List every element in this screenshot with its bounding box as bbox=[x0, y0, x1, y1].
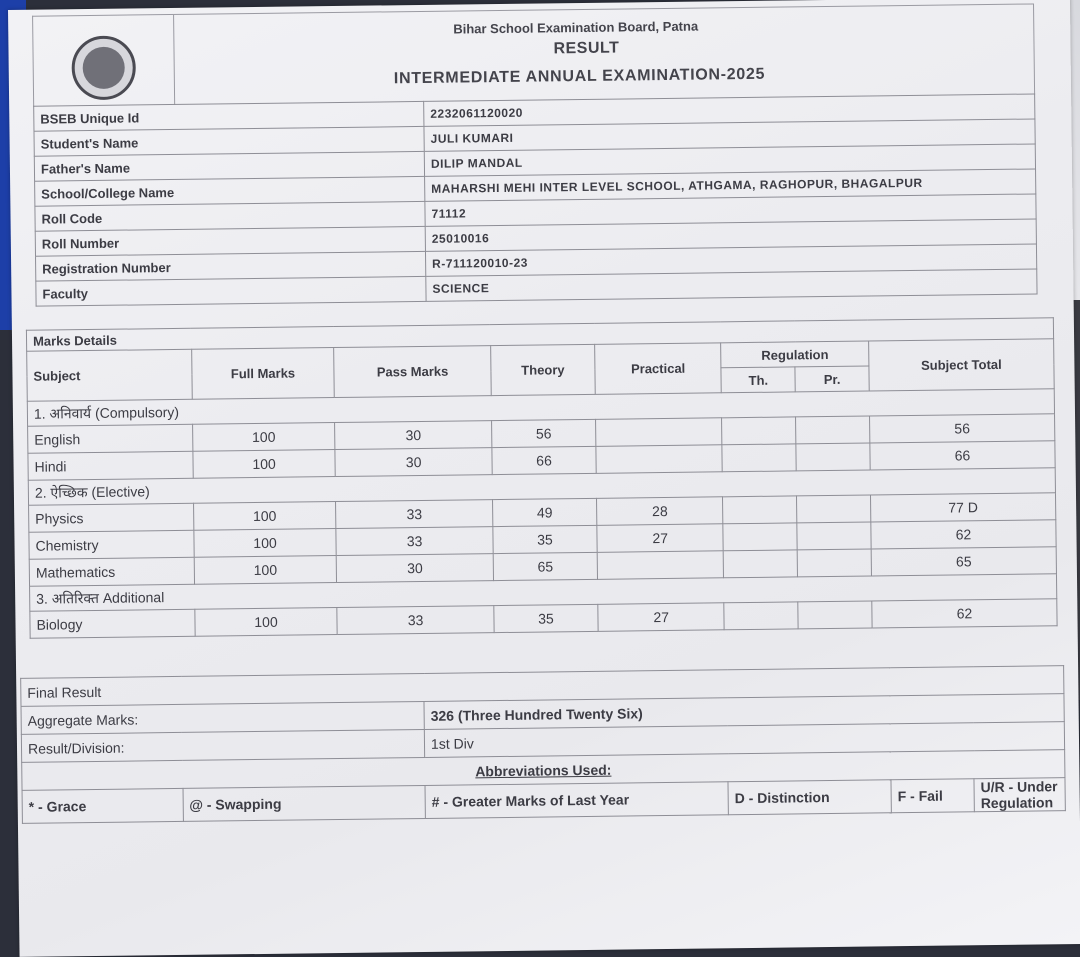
regulation-pr bbox=[796, 443, 870, 471]
col-subject: Subject bbox=[27, 349, 192, 401]
regulation-pr bbox=[797, 549, 871, 577]
info-label: Father's Name bbox=[34, 151, 424, 181]
info-label: Faculty bbox=[36, 276, 426, 306]
pass-marks: 33 bbox=[336, 500, 493, 529]
info-value: R-711120010-23 bbox=[425, 244, 1036, 276]
theory-marks: 56 bbox=[491, 419, 595, 447]
abbreviation-item: @ - Swapping bbox=[183, 785, 426, 821]
col-reg-pr: Pr. bbox=[795, 366, 869, 392]
col-theory: Theory bbox=[491, 344, 596, 395]
marks-table bbox=[26, 317, 1058, 639]
abbreviation-item: * - Grace bbox=[22, 788, 183, 823]
col-reg-th: Th. bbox=[721, 367, 795, 393]
regulation-th bbox=[724, 602, 798, 630]
info-value: DILIP MANDAL bbox=[424, 144, 1035, 176]
regulation-pr bbox=[797, 495, 871, 523]
col-pass-marks: Pass Marks bbox=[334, 346, 491, 398]
theory-marks: 35 bbox=[494, 604, 598, 632]
subject-total: 56 bbox=[869, 414, 1054, 443]
practical-marks bbox=[597, 551, 724, 580]
col-regulation: Regulation bbox=[721, 341, 869, 368]
theory-marks: 35 bbox=[493, 525, 597, 553]
aggregate-value: 326 (Three Hundred Twenty Six) bbox=[424, 694, 1064, 730]
regulation-th bbox=[722, 417, 796, 445]
regulation-pr bbox=[798, 601, 872, 629]
practical-marks bbox=[596, 445, 723, 474]
subject-total: 62 bbox=[871, 520, 1056, 549]
info-label: School/College Name bbox=[35, 176, 425, 206]
full-marks: 100 bbox=[195, 608, 338, 637]
result-header bbox=[32, 3, 1035, 106]
subject-total: 62 bbox=[872, 599, 1057, 628]
col-full-marks: Full Marks bbox=[191, 348, 334, 400]
practical-marks: 27 bbox=[598, 603, 725, 632]
pass-marks: 30 bbox=[335, 448, 492, 477]
seal-box bbox=[33, 15, 175, 107]
regulation-th bbox=[723, 496, 797, 524]
exam-title: INTERMEDIATE ANNUAL EXAMINATION-2025 bbox=[393, 65, 766, 88]
section-title: 3. अतिरिक्त Additional bbox=[30, 574, 1057, 612]
theory-marks: 65 bbox=[493, 552, 597, 580]
subject-total: 66 bbox=[870, 441, 1055, 470]
info-label: Registration Number bbox=[36, 251, 426, 281]
regulation-th bbox=[724, 550, 798, 578]
pass-marks: 33 bbox=[337, 606, 494, 635]
final-result-table bbox=[20, 665, 1066, 824]
full-marks: 100 bbox=[192, 423, 335, 452]
info-value: 2232061120020 bbox=[424, 94, 1035, 126]
col-subject-total: Subject Total bbox=[869, 339, 1055, 391]
theory-marks: 49 bbox=[492, 498, 596, 526]
subject-name: Biology bbox=[30, 609, 195, 638]
full-marks: 100 bbox=[194, 529, 337, 558]
board-name: Bihar School Examination Board, Patna bbox=[453, 18, 699, 37]
abbreviation-item: # - Greater Marks of Last Year bbox=[425, 782, 728, 819]
practical-marks: 27 bbox=[597, 524, 724, 553]
result-sheet bbox=[8, 0, 1080, 957]
practical-marks bbox=[596, 418, 723, 447]
section-title: 2. ऐच्छिक (Elective) bbox=[28, 468, 1055, 506]
subject-name: Chemistry bbox=[29, 530, 194, 559]
full-marks: 100 bbox=[194, 556, 337, 585]
division-label: Result/Division: bbox=[21, 729, 424, 762]
info-label: BSEB Unique Id bbox=[34, 101, 424, 131]
pass-marks: 33 bbox=[336, 527, 493, 556]
info-value: MAHARSHI MEHI INTER LEVEL SCHOOL, ATHGAMA, RAGHOPUR, BHAGALPUR bbox=[425, 169, 1036, 201]
full-marks: 100 bbox=[193, 502, 336, 531]
subject-name: Mathematics bbox=[29, 557, 194, 586]
division-value: 1st Div bbox=[424, 722, 1064, 758]
info-value: JULI KUMARI bbox=[424, 119, 1035, 151]
result-title: RESULT bbox=[553, 39, 620, 58]
marks-details-label: Marks Details bbox=[26, 318, 1053, 352]
subject-total: 65 bbox=[871, 547, 1056, 576]
pass-marks: 30 bbox=[335, 421, 492, 450]
abbreviation-item: F - Fail bbox=[891, 779, 974, 813]
col-practical: Practical bbox=[595, 343, 722, 395]
subject-total: 77 D bbox=[870, 493, 1055, 522]
board-seal-icon bbox=[71, 35, 136, 100]
full-marks: 100 bbox=[193, 450, 336, 479]
info-value: 25010016 bbox=[425, 219, 1036, 251]
theory-marks: 66 bbox=[492, 446, 596, 474]
regulation-pr bbox=[796, 416, 870, 444]
subject-name: English bbox=[28, 424, 193, 453]
abbreviations-title: Abbreviations Used: bbox=[22, 750, 1065, 791]
info-value: SCIENCE bbox=[426, 269, 1037, 301]
practical-marks: 28 bbox=[597, 497, 724, 526]
section-title: 1. अनिवार्य (Compulsory) bbox=[27, 389, 1054, 427]
abbreviation-item: U/R - Under Regulation bbox=[974, 778, 1065, 812]
info-label: Roll Number bbox=[35, 226, 425, 256]
info-label: Roll Code bbox=[35, 201, 425, 231]
regulation-th bbox=[723, 523, 797, 551]
subject-name: Physics bbox=[29, 503, 194, 532]
pass-marks: 30 bbox=[336, 554, 493, 583]
info-value: 71112 bbox=[425, 194, 1036, 226]
subject-name: Hindi bbox=[28, 451, 193, 480]
final-result-title: Final Result bbox=[21, 666, 1064, 707]
abbreviation-item: D - Distinction bbox=[728, 780, 891, 815]
regulation-th bbox=[722, 444, 796, 472]
student-info-table bbox=[33, 93, 1037, 306]
aggregate-label: Aggregate Marks: bbox=[21, 701, 424, 734]
info-label: Student's Name bbox=[34, 126, 424, 156]
regulation-pr bbox=[797, 522, 871, 550]
